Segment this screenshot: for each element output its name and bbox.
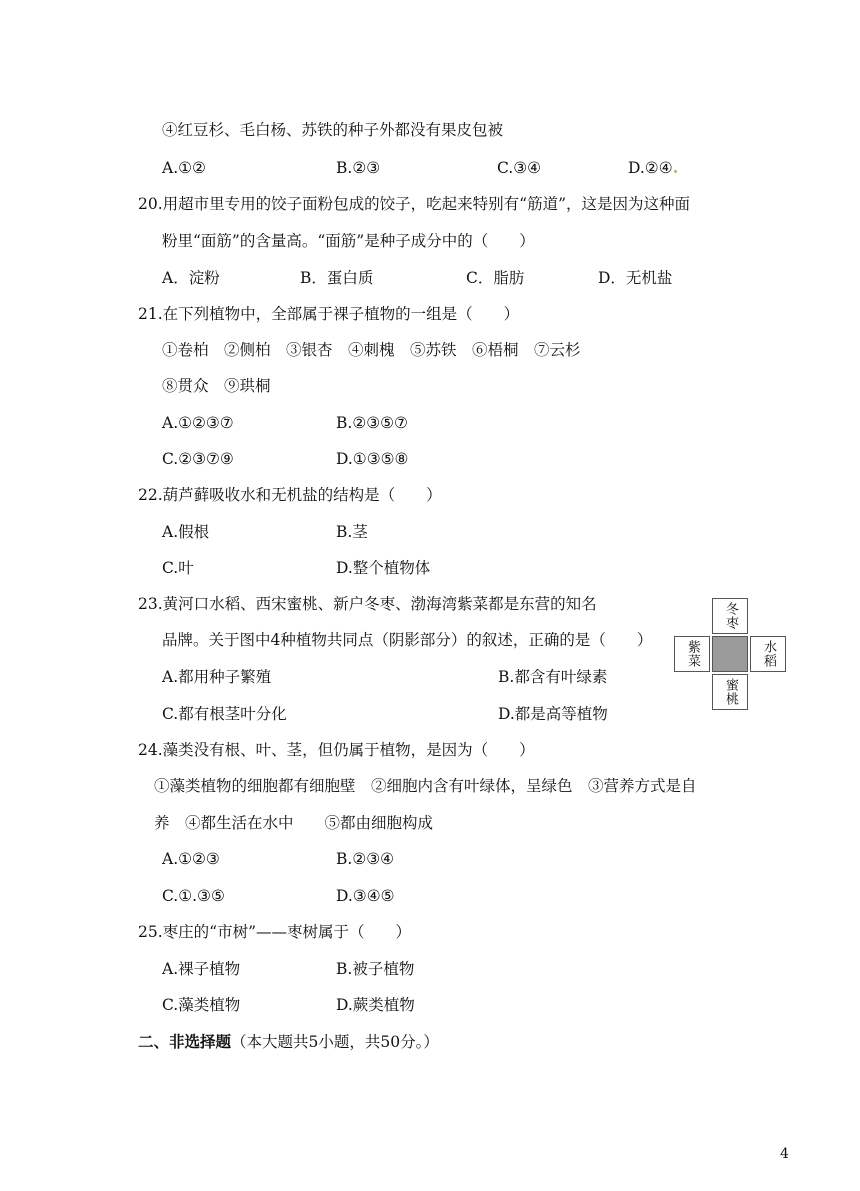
q22-stem: 22.葫芦藓吸收水和无机盐的结构是（ ） [138,486,442,504]
q22-option-c[interactable]: C.叶 [162,559,194,577]
q19-option-c[interactable]: C.③④ [497,159,542,177]
q21-option-a[interactable]: A.①②③⑦ [162,414,234,432]
q19-option-d[interactable] [628,158,677,178]
q20-option-a[interactable]: A．淀粉 [162,269,220,287]
q25-option-a[interactable]: A.裸子植物 [162,960,241,978]
q25-option-d[interactable]: D.蕨类植物 [336,996,415,1014]
q24-stem: 24.藻类没有根、叶、茎，但仍属于植物，是因为（ ） [138,741,535,759]
q23-option-a[interactable]: A.都用种子繁殖 [162,668,272,686]
q20-stem-line2: 粉里“面筋”的含量高。“面筋”是种子成分中的（ ） [162,232,535,250]
mark-dot [674,170,677,173]
q23-option-b[interactable]: B.都含有叶绿素 [498,668,608,686]
q22-option-b[interactable]: B.茎 [336,523,368,541]
section-2-note: （本大题共5小题，共50分。） [231,1033,439,1051]
q21-items-line2: ⑧贯众 ⑨珙桐 [162,377,271,395]
q21-option-d[interactable]: D.①③⑤⑧ [336,450,409,468]
diagram-shaded-center [712,636,748,672]
q19-statement-4: ④红豆杉、毛白杨、苏铁的种子外都没有果皮包被 [162,121,504,139]
section-2-title: 二、非选择题 [138,1032,232,1051]
q19-option-a[interactable]: A.①② [162,159,206,177]
q24-option-c[interactable]: C.①.③⑤ [162,887,225,905]
q24-option-d[interactable]: D.③④⑤ [336,887,395,905]
q24-statements-line1: ①藻类植物的细胞都有细胞壁 ②细胞内含有叶绿体，呈绿色 ③营养方式是自 [154,777,697,795]
q21-option-c[interactable]: C.②③⑦⑨ [162,450,234,468]
q24-statements-line2: 养 ④都生活在水中 ⑤都由细胞构成 [154,814,434,832]
q21-stem: 21.在下列植物中，全部属于裸子植物的一组是（ ） [138,305,520,323]
q25-stem: 25.枣庄的“市树”——枣树属于（ ） [138,923,411,941]
q24-option-a[interactable]: A.①②③ [162,850,220,868]
q19-option-d-label: D.②④ [628,159,673,177]
page-number: 4 [780,1146,789,1162]
q20-stem-line1: 20.用超市里专用的饺子面粉包成的饺子，吃起来特别有“筋道”，这是因为这种面 [138,195,691,213]
q21-items-line1: ①卷柏 ②侧柏 ③银杏 ④刺槐 ⑤苏铁 ⑥梧桐 ⑦云杉 [162,341,581,359]
q20-option-b[interactable]: B．蛋白质 [300,269,374,287]
q23-option-d[interactable]: D.都是高等植物 [498,705,608,723]
q25-option-b[interactable]: B.被子植物 [336,960,415,978]
section-2-heading [138,1032,439,1052]
q24-option-b[interactable]: B.②③④ [336,850,395,868]
diagram-left-cell [674,636,710,672]
q23-option-c[interactable]: C.都有根茎叶分化 [162,705,287,723]
q22-option-a[interactable]: A.假根 [162,523,210,541]
plant-cross-diagram [674,598,786,711]
q23-stem-line2: 品牌。关于图中4种植物共同点（阴影部分）的叙述，正确的是（ ） [162,631,653,649]
q19-option-b[interactable]: B.②③ [336,159,381,177]
diagram-top-cell [712,598,748,634]
diagram-left-label: 紫菜 [685,640,700,668]
q20-option-d[interactable]: D．无机盐 [598,269,673,287]
diagram-bottom-label: 蜜桃 [723,678,738,706]
q21-option-b[interactable]: B.②③⑤⑦ [336,414,408,432]
q23-stem-line1: 23.黄河口水稻、西宋蜜桃、新户冬枣、渤海湾紫菜都是东营的知名 [138,595,597,613]
diagram-right-cell [750,636,786,672]
q20-option-c[interactable]: C．脂肪 [466,269,525,287]
diagram-right-label: 水稻 [761,640,776,668]
q25-option-c[interactable]: C.藻类植物 [162,996,241,1014]
diagram-top-label: 冬枣 [723,602,738,630]
diagram-bottom-cell [712,674,748,710]
q22-option-d[interactable]: D.整个植物体 [336,559,431,577]
